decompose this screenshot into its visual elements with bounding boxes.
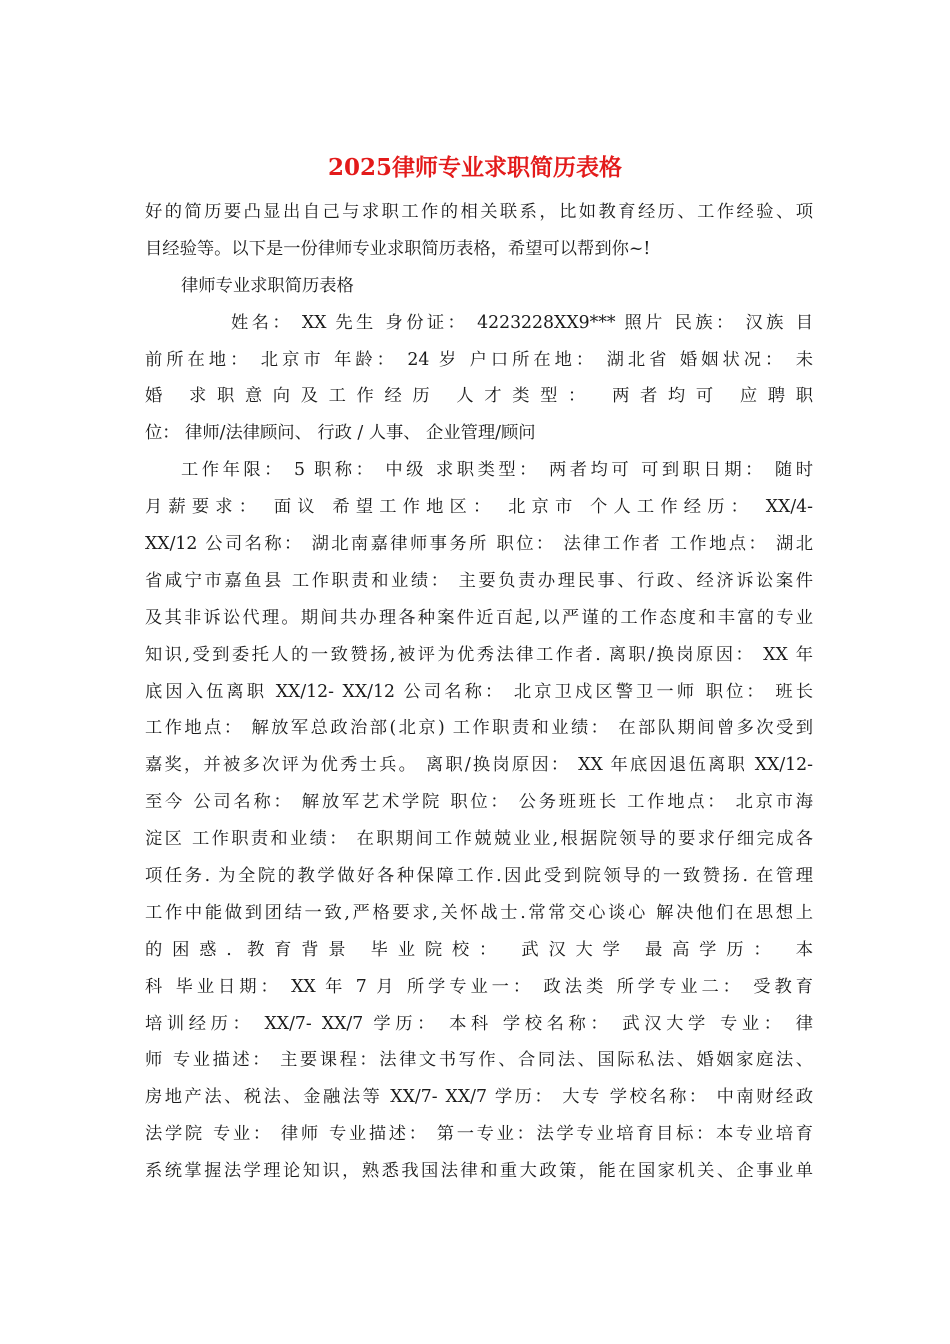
paragraph-line: 知识,受到委托人的一致赞扬,被评为优秀法律工作者. 离职/换岗原因： XX 年 — [145, 644, 813, 665]
paragraph-line: 月薪要求： 面议 希望工作地区： 北京市 个人工作经历： XX/4- — [145, 497, 813, 518]
paragraph-line: 工作中能做到团结一致,严格要求,关怀战士.常常交心谈心 解决他们在思想上 — [145, 902, 813, 923]
paragraph-line: 培训经历： XX/7- XX/7 学历： 本科 学校名称： 武汉大学 专业： 律 — [145, 1013, 813, 1034]
document-title: 2025律师专业求职简历表格 — [327, 154, 622, 181]
paragraph-line: 前所在地： 北京市 年龄： 24 岁 户口所在地： 湖北省 婚姻状况： 未 — [145, 349, 813, 370]
paragraph-line: 省咸宁市嘉鱼县 工作职责和业绩： 主要负责办理民事、行政、经济诉讼案件 — [145, 570, 813, 591]
paragraph-line: 位： 律师/法律顾问、 行政 / 人事、 企业管理/顾问 — [145, 423, 536, 444]
paragraph-line: 及其非诉讼代理。期间共办理各种案件近百起,以严谨的工作态度和丰富的专业 — [145, 607, 813, 628]
paragraph-line: 房地产法、税法、金融法等 XX/7- XX/7 学历： 大专 学校名称： 中南财经政 — [145, 1087, 813, 1108]
paragraph-line: 嘉奖，并被多次评为优秀士兵。 离职/换岗原因： XX 年底因退伍离职 XX/12- — [145, 755, 813, 776]
paragraph-line: 的困惑. 教育背景 毕业院校： 武汉大学 最高学历： 本 — [145, 939, 813, 960]
paragraph-line: 淀区 工作职责和业绩： 在职期间工作兢兢业业,根据院领导的要求仔细完成各 — [145, 829, 813, 850]
section-heading: 律师专业求职简历表格 — [181, 275, 354, 296]
document-body — [145, 194, 813, 1190]
paragraph-line: 法学院 专业： 律师 专业描述： 第一专业：法学专业培育目标：本专业培育 — [145, 1124, 813, 1145]
paragraph-line: 系统掌握法学理论知识，熟悉我国法律和重大政策，能在国家机关、企事业单 — [145, 1161, 813, 1182]
paragraph-line: 科 毕业日期： XX 年 7 月 所学专业一： 政法类 所学专业二： 受教育 — [145, 976, 813, 997]
paragraph-line: 项任务. 为全院的教学做好各种保障工作.因此受到院领导的一致赞扬. 在管理 — [145, 866, 813, 887]
paragraph-line: 目经验等。以下是一份律师专业求职简历表格，希望可以帮到你~! — [145, 238, 651, 259]
paragraph-line: 婚 求职意向及工作经历 人才类型： 两者均可 应聘职 — [145, 386, 813, 407]
paragraph-line: 师 专业描述： 主要课程：法律文书写作、合同法、国际私法、婚姻家庭法、 — [145, 1050, 813, 1071]
paragraph-line: XX/12 公司名称： 湖北南嘉律师事务所 职位： 法律工作者 工作地点： 湖北 — [145, 534, 813, 555]
paragraph-line: 工作地点： 解放军总政治部(北京) 工作职责和业绩： 在部队期间曾多次受到 — [145, 718, 813, 739]
paragraph-line: 工作年限： 5 职称： 中级 求职类型： 两者均可 可到职日期： 随时 — [181, 460, 813, 481]
paragraph-line: 底因入伍离职 XX/12- XX/12 公司名称： 北京卫戍区警卫一师 职位： 班长 — [145, 681, 813, 702]
paragraph-line: 好的简历要凸显出自己与求职工作的相关联系，比如教育经历、工作经验、项 — [145, 202, 813, 222]
paragraph-line: 至今 公司名称： 解放军艺术学院 职位： 公务班班长 工作地点： 北京市海 — [145, 792, 813, 813]
paragraph-line: 姓名： XX 先生 身份证： 4223228XX9*** 照片 民族： 汉族 目 — [231, 312, 813, 333]
